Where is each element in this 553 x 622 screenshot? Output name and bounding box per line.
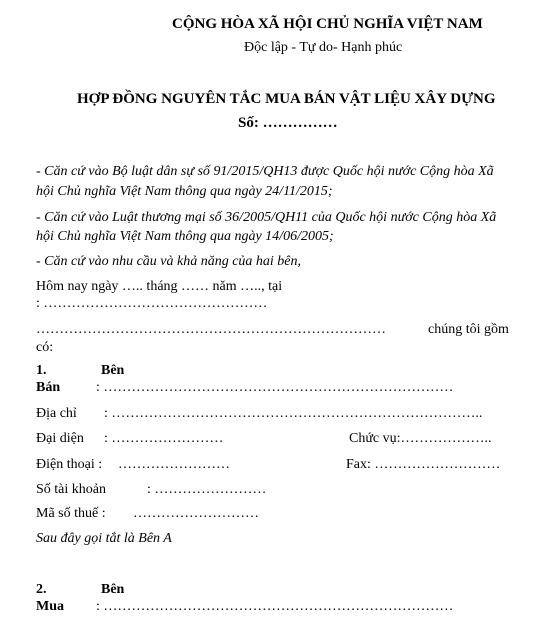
- party-a-word: Bên: [101, 363, 125, 378]
- party-a-tax-value: ………………………: [133, 506, 259, 521]
- civil-code-basis-line2: hội Chủ nghĩa Việt Nam thông qua ngày 24/11/2015;: [36, 184, 333, 199]
- civil-code-basis-line1: - Căn cứ vào Bộ luật dân sự số 91/2015/QH13 được Quốc hội nước Cộng hòa Xã: [36, 164, 494, 179]
- national-title: CỘNG HÒA XÃ HỘI CHỦ NGHĨA VIỆT NAM: [172, 16, 483, 32]
- party-a-rep-label: Đại diện: [36, 431, 84, 446]
- commercial-law-basis-line2: hội Chủ nghĩa Việt Nam thông qua ngày 14/06/2005;: [36, 229, 334, 244]
- party-a-account-label: Số tài khoản: [36, 482, 106, 497]
- date-place-dots: …………………………………………………………………: [36, 322, 386, 337]
- contract-title: HỢP ĐỒNG NGUYÊN TẮC MUA BÁN VẬT LIỆU XÂY DỰNG: [77, 91, 496, 107]
- date-place-line1: Hôm nay ngày ….. tháng …… năm ….., tại: [36, 279, 283, 294]
- commercial-law-basis-line1: - Căn cứ vào Luật thương mại số 36/2005/QH11 của Quốc hội nước Cộng hòa Xã: [36, 210, 497, 225]
- party-a-phone-label: Điện thoại :: [36, 457, 103, 472]
- party-b-number: 2.: [36, 582, 47, 597]
- party-a-position: Chức vụ:………………..: [349, 431, 492, 446]
- national-motto: Độc lập - Tự do- Hạnh phúc: [244, 40, 403, 55]
- party-b-word: Bên: [101, 582, 125, 597]
- party-a-rep-value: : ……………………: [104, 431, 224, 446]
- party-a-role-value: : …………………………………………………………………: [96, 380, 454, 395]
- date-place-line4: có:: [36, 340, 54, 355]
- needs-basis: - Căn cứ vào nhu cầu và khả năng của hai bên,: [36, 254, 302, 269]
- party-a-tax-label: Mã số thuế :: [36, 506, 106, 521]
- date-place-line2: : …………………………………………: [36, 296, 268, 311]
- party-a-address-value: : ……………………………………………………………………..: [104, 406, 483, 421]
- party-a-alias: Sau đây gọi tắt là Bên A: [36, 531, 172, 546]
- party-a-address-label: Địa chỉ: [36, 406, 77, 421]
- party-a-role: Bán: [36, 380, 61, 395]
- contract-number: Số: ……………: [238, 115, 338, 131]
- party-b-role: Mua: [36, 599, 64, 614]
- party-a-phone-value: ……………………: [118, 457, 230, 472]
- party-b-role-value: : …………………………………………………………………: [96, 599, 454, 614]
- party-a-number: 1.: [36, 363, 47, 378]
- date-place-tail: chúng tôi gồm: [428, 322, 509, 337]
- party-a-fax: Fax: ………………………: [346, 457, 501, 472]
- party-a-account-value: : ……………………: [147, 482, 267, 497]
